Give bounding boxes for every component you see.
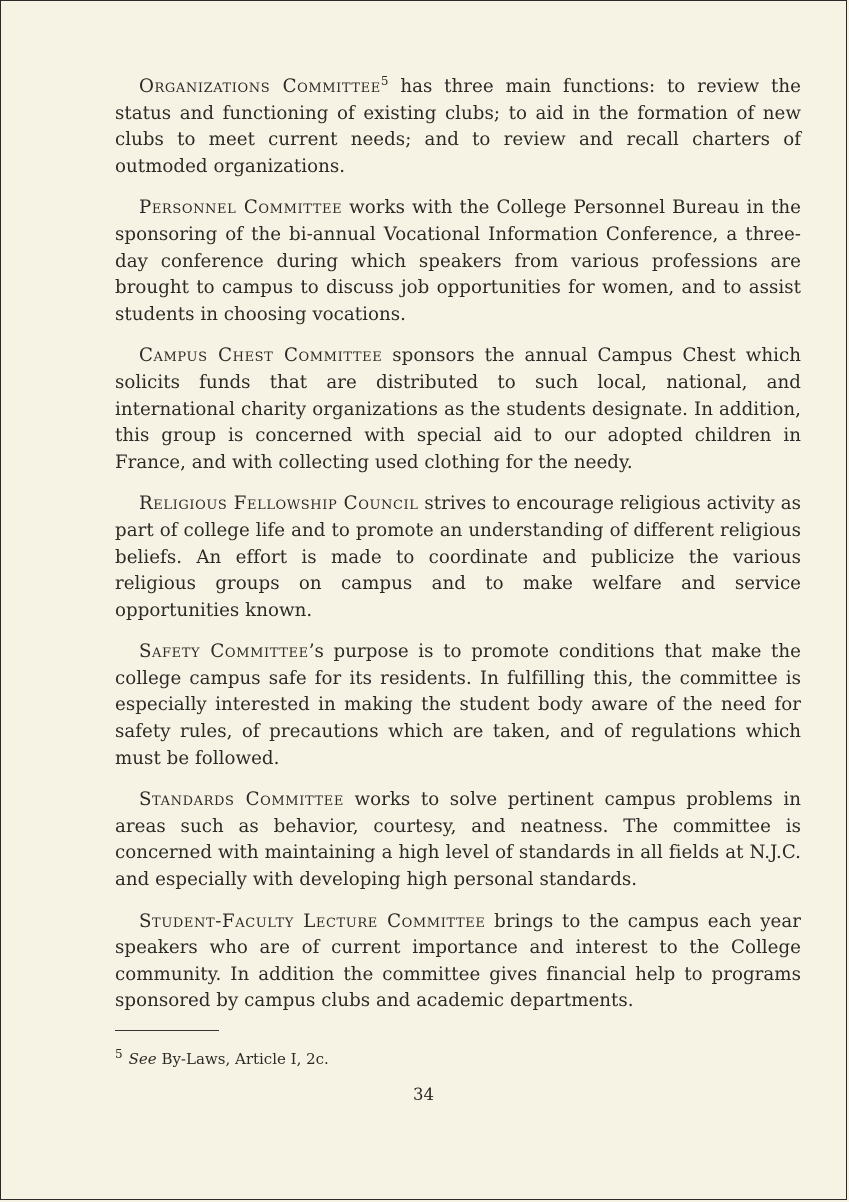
footnote-see: See xyxy=(128,1050,157,1068)
section-heading: Student-Faculty Lecture Committee xyxy=(139,910,486,932)
footnote-divider xyxy=(115,1030,219,1031)
page-number: 34 xyxy=(413,1085,434,1104)
section-heading: Organizations Committee xyxy=(139,76,381,97)
section-heading: Standards Committee xyxy=(139,789,344,811)
section-body: sponsors the annual Campus Chest which solicits funds that are distributed to such local, national, and international charity organizations as the students designate. In addition, this group is concerned with special aid to our adopted children in France, and with collecting used clothing for the needy. xyxy=(115,345,801,473)
section-organizations-committee xyxy=(115,74,801,180)
footnote-reference: 5 xyxy=(380,73,389,88)
footnote-text: By-Laws, Article I, 2c. xyxy=(156,1050,329,1068)
section-body: works to solve pertinent campus problems in areas such as behavior, courtesy, and neatness. The committee is concerned with maintaining a high level of standards in all fields at N.J.C. and especially with developing high personal standards. xyxy=(115,789,801,891)
footnote xyxy=(115,1049,801,1069)
section-heading: Religious Fellowship Council xyxy=(139,493,419,515)
section-body: ’s purpose is to promote conditions that make the college campus safe for its residents. In fulfilling this, the committee is especially interested in making the student body aware of the need for safety rules, of precautions which are taken, and of regulations which must be followed. xyxy=(115,641,801,769)
section-heading: Safety Committee xyxy=(139,641,309,663)
section-body: brings to the campus each year speakers who are of current importance and interest to the College community. In addition the committee gives financial help to programs sponsored by campus clubs and academic departments. xyxy=(115,910,801,1012)
section-religious-fellowship-council xyxy=(115,491,801,624)
section-personnel-committee xyxy=(115,195,801,328)
section-safety-committee xyxy=(115,639,801,772)
section-heading: Campus Chest Committee xyxy=(139,345,383,367)
section-body: strives to encourage religious activity as part of college life and to promote an understanding of different religious beliefs. An effort is made to coordinate and publicize the various religious groups on campus and to make welfare and service opportunities known. xyxy=(115,493,801,621)
section-student-faculty-lecture-committee xyxy=(115,909,801,1015)
page-content xyxy=(115,74,801,1069)
section-heading: Personnel Committee xyxy=(139,197,343,219)
footnote-mark: 5 xyxy=(115,1047,123,1061)
section-campus-chest-committee xyxy=(115,343,801,476)
section-body: has three main functions: to review the status and functioning of existing clubs; to aid in the formation of new clubs to meet current needs; and to review and recall charters of outmoded organizations. xyxy=(115,76,801,177)
section-standards-committee xyxy=(115,787,801,893)
section-body: works with the College Personnel Bureau in the sponsoring of the bi-annual Vocational Information Conference, a three-day conference during which speakers from various professions are brought to campus to discuss job opportunities for women, and to assist students in choosing vocations. xyxy=(115,197,801,325)
